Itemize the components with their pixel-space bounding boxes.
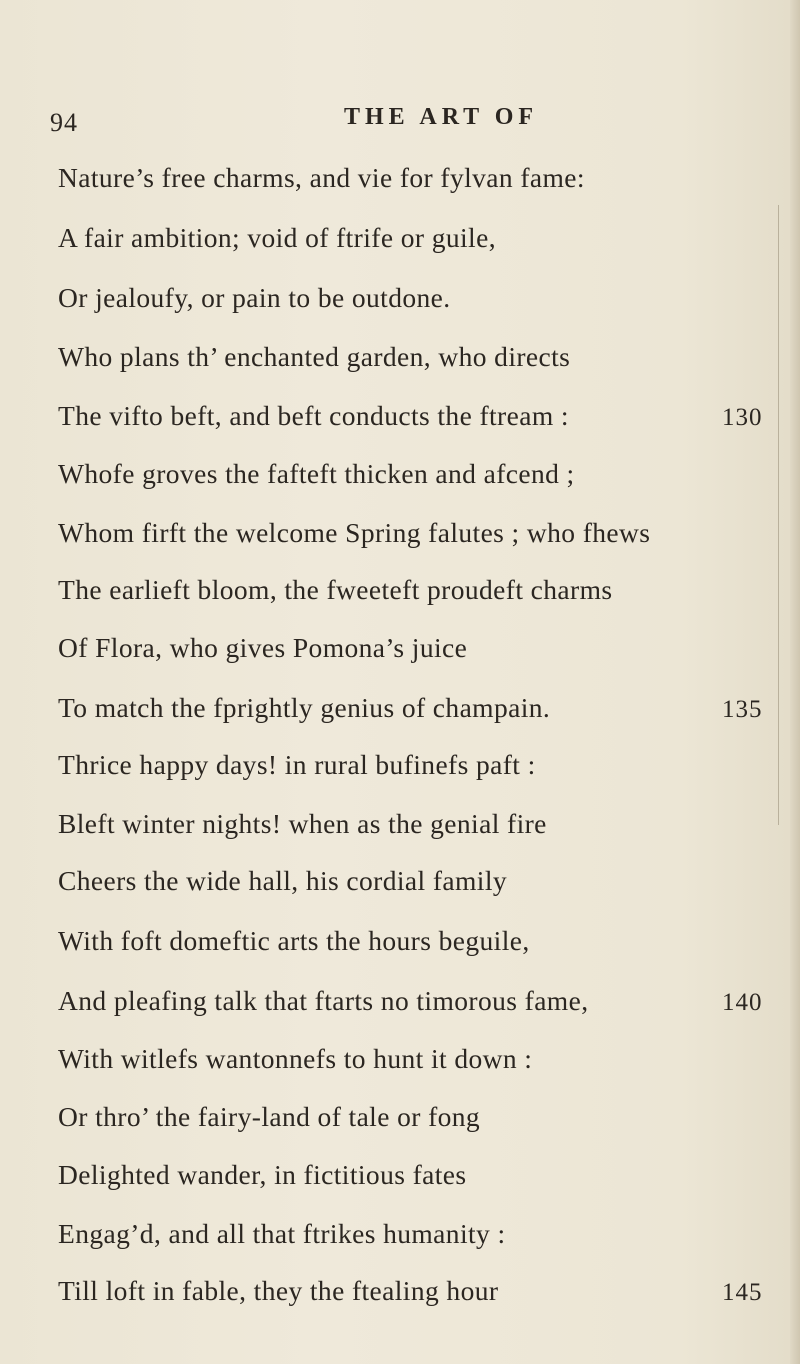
verse-line: Who plans th’ enchanted garden, who directs [58,341,571,372]
verse-line: Till loft in fable, they the ftealing hour [58,1275,499,1306]
verse-line: With witlefs wantonnefs to hunt it down : [58,1043,533,1074]
line-number: 130 [722,404,763,431]
verse-line: Of Flora, who gives Pomona’s juice [58,632,468,663]
verse-line: Or thro’ the fairy-land of tale or fong [58,1101,481,1132]
margin-rule [778,205,779,825]
verse-line: Bleft winter nights! when as the genial fire [58,808,547,839]
page-number: 94 [50,108,78,137]
verse-line: And pleafing talk that ftarts no timorous fame, [58,985,589,1016]
verse-line: Or jealoufy, or pain to be outdone. [58,282,451,313]
verse-line: With foft domeftic arts the hours beguile, [58,925,530,956]
line-number: 135 [722,696,763,723]
line-number: 140 [722,989,763,1016]
verse-line: Engag’d, and all that ftrikes humanity : [58,1218,506,1249]
verse-line: To match the fprightly genius of champain. [58,692,551,723]
verse-line: Whom firft the welcome Spring falutes ; who fhews [58,517,651,548]
line-number: 145 [722,1279,763,1306]
verse-line: Delighted wander, in fictitious fates [58,1159,467,1190]
verse-line: Nature’s free charms, and vie for fylvan fame: [58,162,585,193]
page-edge [790,0,800,1364]
verse-line: The vifto beft, and beft conducts the ftream : [58,400,569,431]
verse-line: A fair ambition; void of ftrife or guile, [58,222,496,253]
verse-line: Whofe groves the fafteft thicken and afcend ; [58,458,575,489]
verse-line: The earlieft bloom, the fweeteft proudeft charms [58,574,613,605]
running-head: THE ART OF [344,104,539,130]
verse-line: Thrice happy days! in rural bufinefs paft : [58,749,536,780]
verse-line: Cheers the wide hall, his cordial family [58,865,508,896]
